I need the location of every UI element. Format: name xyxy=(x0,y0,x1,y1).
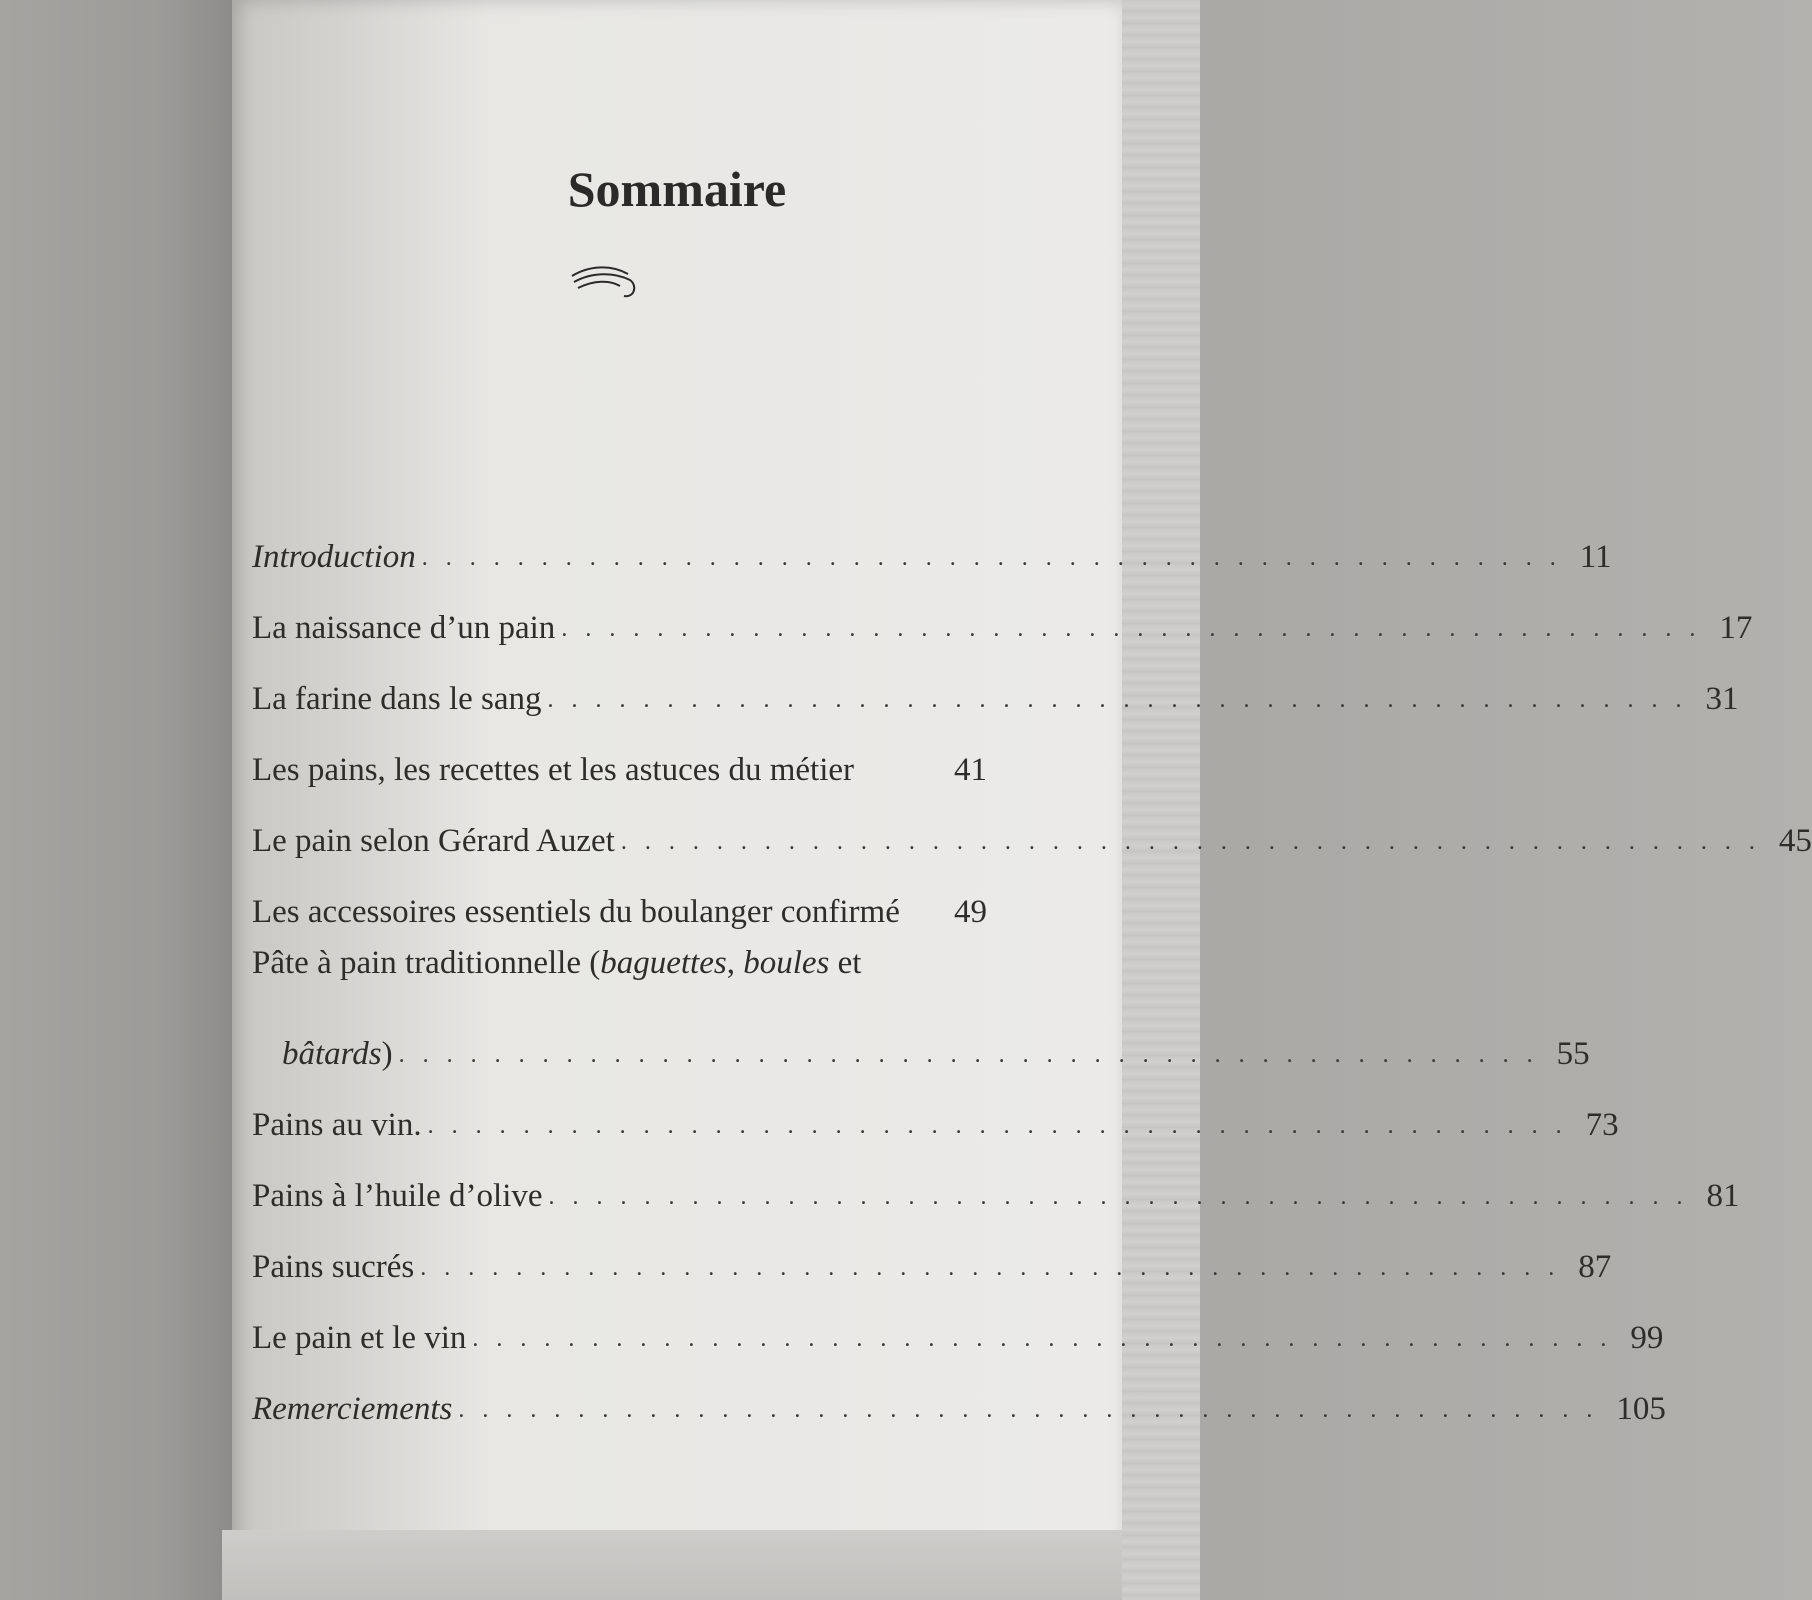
toc-entry-label: Les pains, les recettes et les astuces du métier xyxy=(252,752,855,788)
toc-label-text: , xyxy=(726,945,744,981)
toc-entry xyxy=(252,505,1612,576)
toc-label-text: Pâte à pain traditionnelle ( xyxy=(252,945,601,981)
toc-entry-label-continued xyxy=(282,1036,393,1073)
toc-entry-label: Introduction xyxy=(252,539,416,575)
toc-entry xyxy=(252,1073,1619,1144)
toc-entry-label: Pains au vin. xyxy=(252,1107,422,1143)
toc-leader-dots: . . . . . . . . . . . . . . . . . . . . . . . . . . . . . . . . . . . . . . . . . . . . . . . . xyxy=(398,1042,1539,1068)
background-surface xyxy=(1120,0,1200,1600)
toc-entry xyxy=(252,1286,1664,1357)
toc-page-number: 45 xyxy=(1778,823,1812,859)
toc-entry-label: Remerciements xyxy=(252,1391,453,1427)
toc-leader-dots: . . . . . . . . . . . . . . . . . . . . . . . . . . . . . . . . . . . . . . . . . . . . . . . . xyxy=(561,616,1702,642)
toc-entry xyxy=(252,860,987,931)
toc-page-number: 99 xyxy=(1630,1320,1664,1356)
toc-entry xyxy=(252,1357,1666,1428)
toc-label-italic: boules xyxy=(743,945,830,981)
toc-leader-dots: . . . . . . . . . . . . . . . . . . . . . . . . . . . . . . . . . . . . . . . . . . . . . . . . xyxy=(548,1184,1689,1210)
toc-entry-line2 xyxy=(252,995,1590,1073)
toc-entry xyxy=(252,718,987,789)
toc-entry xyxy=(252,931,1590,1073)
toc-leader-dots: . . . . . . . . . . . . . . . . . . . . . . . . . . . . . . . . . . . . . . . . . . . . . . . . xyxy=(620,829,1761,855)
toc-page-number: 41 xyxy=(954,752,987,788)
toc-entry xyxy=(252,647,1739,718)
toc-page-number: 55 xyxy=(1556,1036,1590,1072)
toc-leader-dots: . . . . . . . . . . . . . . . . . . . . . . . . . . . . . . . . . . . . . . . . . . . . . . . . xyxy=(421,545,1562,571)
toc-page-number: 11 xyxy=(1579,539,1612,575)
toc-entry xyxy=(252,789,1812,860)
toc-page-number: 31 xyxy=(1705,681,1739,717)
toc-page-number: 17 xyxy=(1719,610,1753,646)
toc-page-number: 49 xyxy=(954,894,987,930)
toc-label-text: ) xyxy=(381,1036,393,1072)
page-bottom-edge xyxy=(222,1530,1122,1600)
toc-page-number: 73 xyxy=(1585,1107,1619,1143)
toc-entry-label: Le pain selon Gérard Auzet xyxy=(252,823,615,859)
toc-label-italic: bâtards xyxy=(282,1036,382,1072)
facing-page xyxy=(0,0,232,1600)
toc-entry-label: Le pain et le vin xyxy=(252,1320,467,1356)
toc-entry xyxy=(252,1144,1740,1215)
toc-entry-label: Pains à l’huile d’olive xyxy=(252,1178,543,1214)
toc-entry xyxy=(252,1215,1612,1286)
toc-leader-dots: . . . . . . . . . . . . . . . . . . . . . . . . . . . . . . . . . . . . . . . . . . . . . . . . xyxy=(420,1255,1561,1281)
toc-entry-label: Pains sucrés xyxy=(252,1249,415,1285)
page-title: Sommaire xyxy=(567,161,787,217)
toc-leader-dots: . . . . . . . . . . . . . . . . . . . . . . . . . . . . . . . . . . . . . . . . . . . . . . . . xyxy=(472,1326,1613,1352)
toc-page-number: 105 xyxy=(1616,1391,1666,1427)
flourish-ornament-icon xyxy=(570,258,640,308)
toc-leader-dots: . . . . . . . . . . . . . . . . . . . . . . . . . . . . . . . . . . . . . . . . . . . . . . . . xyxy=(427,1113,1568,1139)
toc-entry-label: La naissance d’un pain xyxy=(252,610,556,646)
toc-entry-label: Les accessoires essentiels du boulanger confirmé xyxy=(252,894,900,930)
toc-label-italic: baguettes xyxy=(600,945,727,981)
toc-entry-label xyxy=(252,931,987,995)
table-of-contents xyxy=(252,505,1812,1428)
toc-label-text: et xyxy=(829,945,862,981)
toc-leader-dots: . . . . . . . . . . . . . . . . . . . . . . . . . . . . . . . . . . . . . . . . . . . . . . . . xyxy=(458,1397,1599,1423)
toc-page-number: 81 xyxy=(1706,1178,1740,1214)
toc-entry-label: La farine dans le sang xyxy=(252,681,542,717)
toc-entry xyxy=(252,576,1753,647)
toc-leader-dots: . . . . . . . . . . . . . . . . . . . . . . . . . . . . . . . . . . . . . . . . . . . . . . . . xyxy=(547,687,1688,713)
toc-page-number: 87 xyxy=(1578,1249,1612,1285)
